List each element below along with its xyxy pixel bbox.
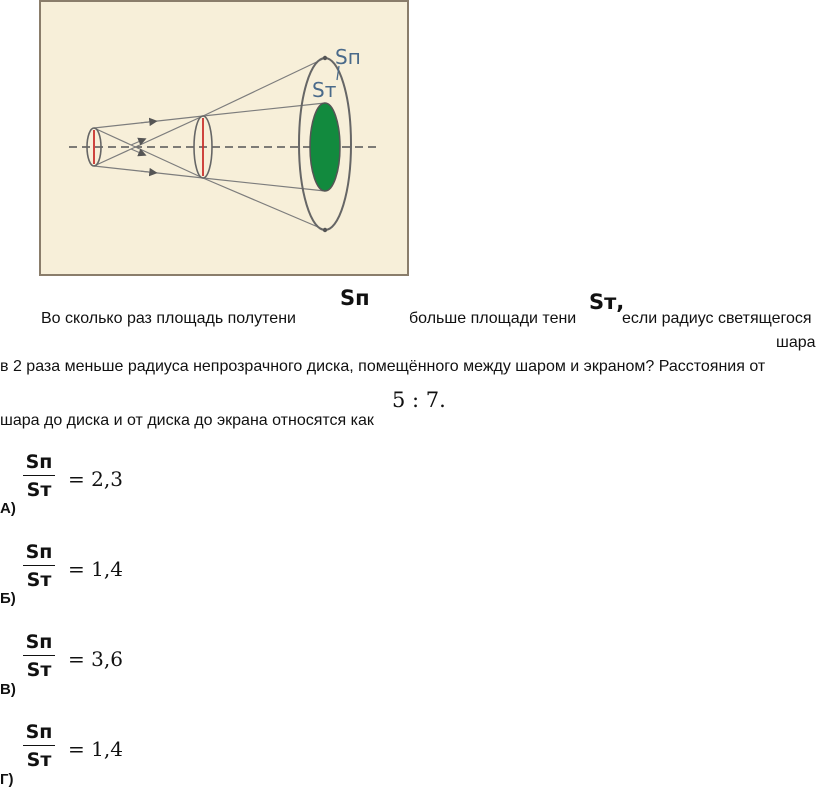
fraction-denominator: Sт — [26, 569, 52, 591]
fraction-bar — [23, 565, 55, 566]
fraction-denominator: Sт — [26, 749, 52, 771]
ratio-fraction — [23, 541, 55, 591]
fraction-bar — [23, 475, 55, 476]
fraction-denominator: Sт — [26, 479, 52, 501]
question-part2: больше площади тени — [409, 310, 577, 327]
distance-ratio: 5 : 7. — [392, 388, 446, 412]
fraction-bar — [23, 655, 55, 656]
option-label: Б) — [0, 590, 16, 607]
question-part4: шара — [776, 334, 816, 351]
option-value: = 2,3 — [68, 467, 123, 491]
ratio-fraction — [23, 721, 55, 771]
fraction-numerator: Sп — [25, 631, 53, 653]
ratio-fraction — [23, 631, 55, 681]
label-sp: Sп — [335, 45, 361, 69]
option-value: = 1,4 — [68, 737, 123, 761]
label-st: Sт — [312, 78, 337, 102]
ratio-fraction — [23, 451, 55, 501]
symbol-st: Sт, — [589, 290, 625, 314]
fraction-bar — [23, 745, 55, 746]
question-part1: Во сколько раз площадь полутени — [41, 310, 296, 327]
option-value: = 3,6 — [68, 647, 123, 671]
question-part3: если радиус светящегося — [622, 310, 812, 327]
fraction-numerator: Sп — [25, 451, 53, 473]
fraction-numerator: Sп — [25, 541, 53, 563]
option-label: Г) — [0, 771, 14, 788]
option-value: = 1,4 — [68, 557, 123, 581]
screen-top-point — [323, 56, 327, 60]
optics-figure — [39, 0, 409, 276]
fraction-denominator: Sт — [26, 659, 52, 681]
option-label: А) — [0, 500, 16, 517]
option-label: В) — [0, 681, 16, 698]
fraction-numerator: Sп — [25, 721, 53, 743]
screen-shadow — [310, 103, 340, 191]
screen-bottom-point — [323, 228, 327, 232]
question-line2: в 2 раза меньше радиуса непрозрачного диска, помещённого между шаром и экраном? Расстояния от — [0, 358, 766, 375]
question-line3: шара до диска и от диска до экрана относятся как — [0, 412, 374, 429]
symbol-sp: Sп — [340, 286, 370, 310]
penumbra-diagram — [41, 2, 407, 274]
